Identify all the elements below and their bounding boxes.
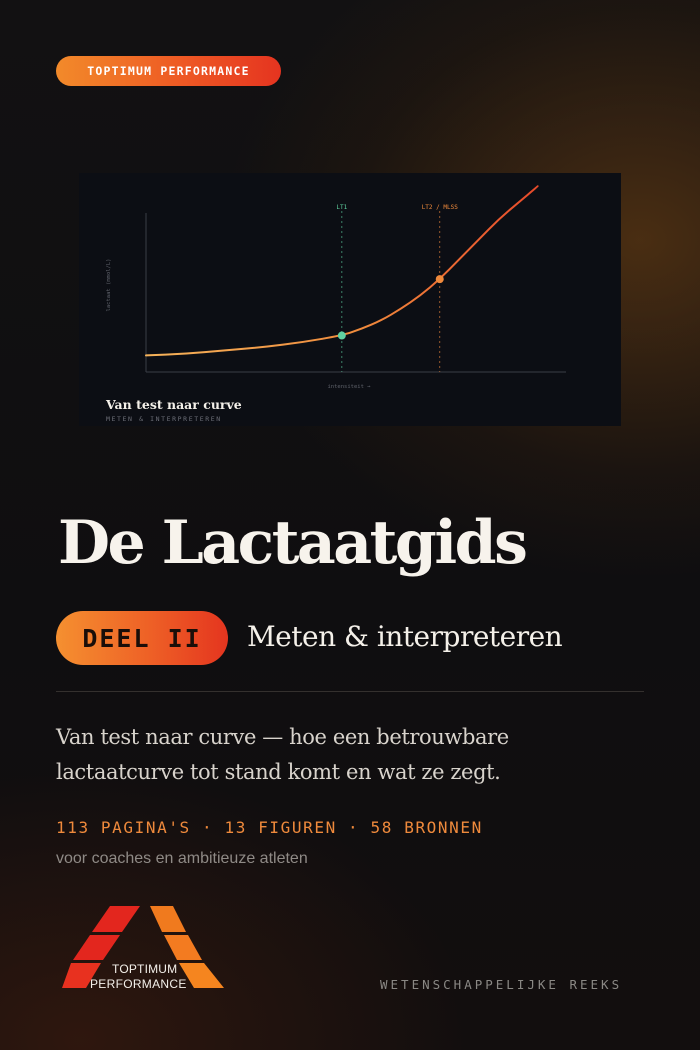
threshold-label-2: LT2 / MLSS: [421, 204, 458, 211]
divider: [56, 691, 644, 692]
threshold-point-1: [338, 332, 346, 340]
y-axis-label: lactaat (mmol/L): [106, 258, 112, 312]
chart-caption-subtitle: METEN & INTERPRETEREN: [106, 415, 222, 423]
x-axis-label: intensiteit →: [327, 384, 371, 390]
lactate-curve-chart: [79, 173, 621, 426]
threshold-point-2: [436, 275, 444, 283]
target-audience: voor coaches en ambitieuze atleten: [56, 850, 308, 867]
part-label-pill: DEEL II: [56, 611, 228, 665]
logo-text-line-2: PERFORMANCE: [90, 977, 187, 991]
description-line-1: Van test naar curve — hoe een betrouwbare: [56, 725, 509, 749]
threshold-label-1: LT1: [336, 204, 348, 211]
series-label: WETENSCHAPPELIJKE REEKS: [380, 977, 623, 992]
brand-badge: TOPTIMUM PERFORMANCE: [56, 56, 281, 86]
book-stats: 113 PAGINA'S · 13 FIGUREN · 58 BRONNEN: [56, 818, 483, 837]
book-description: [56, 720, 656, 790]
lactate-chart-card: [79, 173, 621, 426]
chart-caption-title: Van test naar curve: [106, 397, 242, 412]
description-line-2: lactaatcurve tot stand komt en wat ze zegt.: [56, 760, 501, 784]
logo-text-line-1: TOPTIMUM: [112, 962, 178, 976]
book-subtitle: Meten & interpreteren: [247, 620, 563, 653]
book-title: De Lactaatgids: [58, 508, 526, 578]
